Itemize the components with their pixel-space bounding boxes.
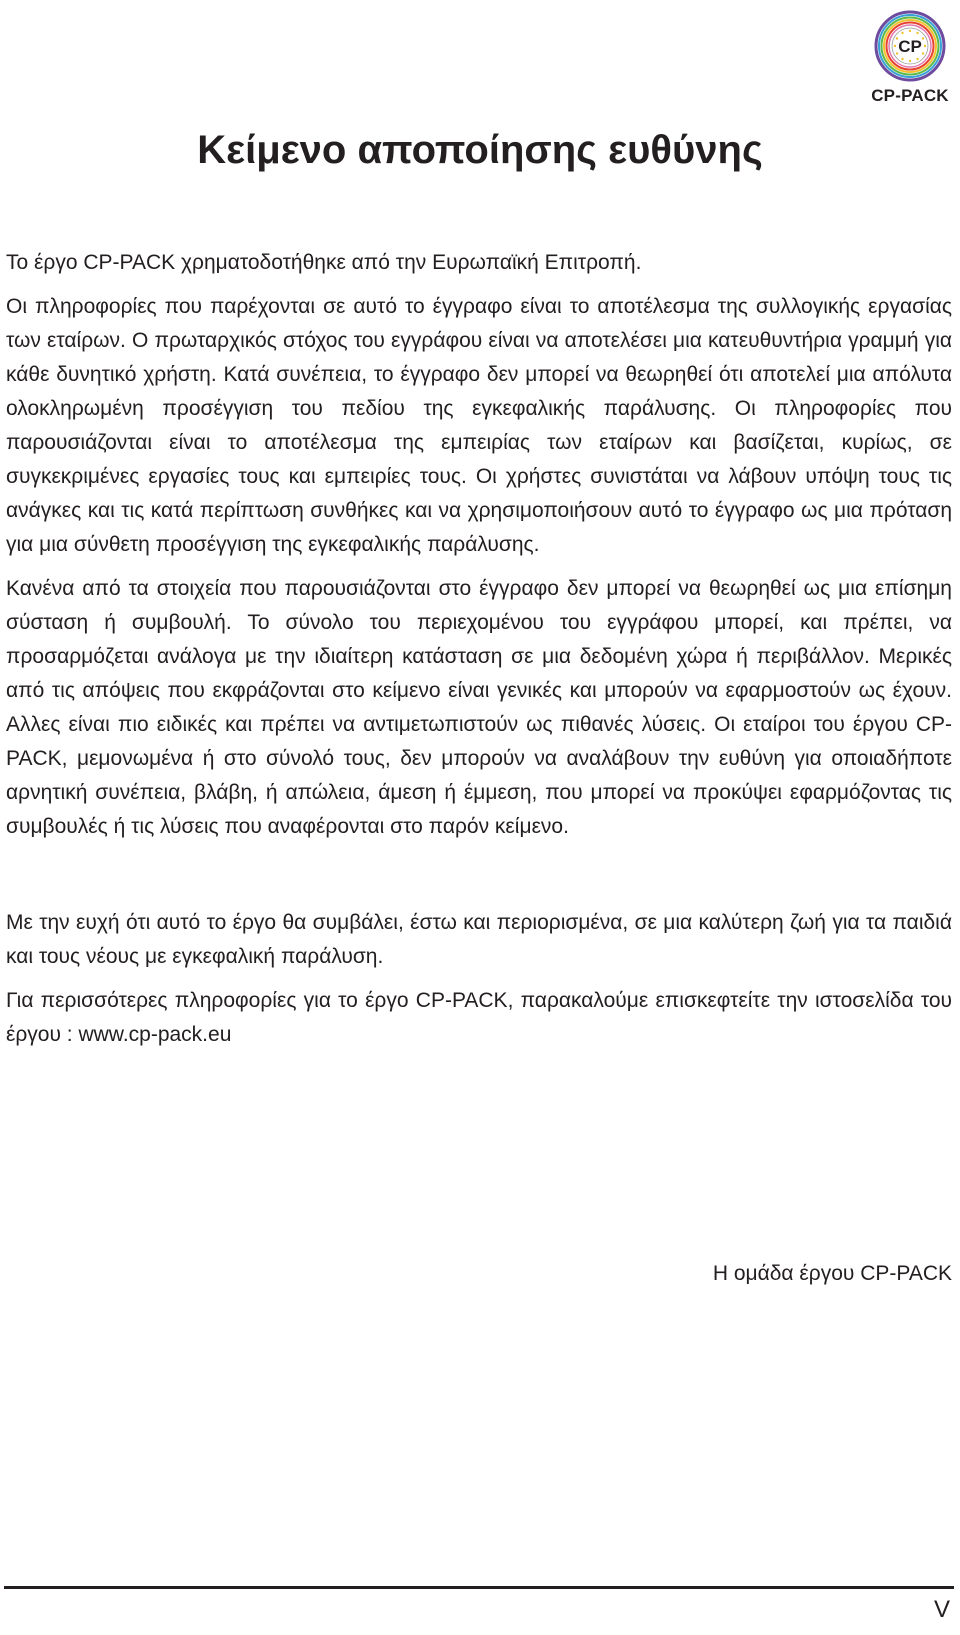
logo-monogram: CP — [898, 37, 922, 56]
paragraph-wish: Με την ευχή ότι αυτό το έργο θα συμβάλει, έστω και περιορισμένα, σε μια καλύτερη ζωή για τα παιδιά και τους νέους με εγκεφαλική παράλυση. — [6, 911, 952, 968]
document-body — [6, 246, 952, 1062]
logo-emblem-icon — [868, 8, 952, 88]
paragraph-information: Οι πληροφορίες που παρέχονται σε αυτό το έγγραφο είναι το αποτέλεσμα της συλλογικής εργασίας των εταίρων. Ο πρωταρχικός στόχος του εγγράφου είναι να αποτελέσει μια κατευθυντήρια γραμμή για κάθε δυνητικό χρήστη. Κατά συνέπεια, το έγγραφο δεν μπορεί να θεωρηθεί ότι αποτελεί μια απόλυτα ολοκληρωμένη προσέγγιση του πεδίου της εγκεφαλικής παράλυσης. Οι πληροφορίες που παρουσιάζονται είναι το αποτέλεσμα της εμπειρίας των εταίρων και βασίζεται, κυρίως, σε συγκεκριμένες εργασίες τους και εμπειρίες τους. Οι χρήστες συνιστάται να λάβουν υπόψη τους τις ανάγκες και τις κατά περίπτωση συνθήκες και να χρησιμοποιήσουν αυτό το έγγραφο ως μια πρόταση για μια σύνθετη προσέγγιση της εγκεφαλικής παράλυσης. — [6, 295, 952, 556]
paragraph-more-info: Για περισσότερες πληροφορίες για το έργο CP-PACK, παρακαλούμε επισκεφτείτε την ιστοσελίδα του έργου : www.cp-pack.eu — [6, 989, 952, 1046]
signature: Η ομάδα έργου CP-PACK — [712, 1262, 952, 1285]
paragraph-disclaimer: Κανένα από τα στοιχεία που παρουσιάζονται στο έγγραφο δεν μπορεί να θεωρηθεί ως μια επίσημη σύσταση ή συμβουλή. Το σύνολο του περιεχομένου του εγγράφου μπορεί, και πρέπει, να προσαρμόζεται ανάλογα με την ιδιαίτερη κατάσταση σε μια δεδομένη χώρα ή περιβάλλον. Μερικές από τις απόψεις που εκφράζονται στο κείμενο είναι γενικές και μπορούν να εφαρμοστούν ως έχουν. Αλλες είναι πιο ειδικές και πρέπει να αντιμετωπιστούν ως πιθανές λύσεις. Οι εταίροι του έργου CP-PACK, μεμονωμένα ή στο σύνολό τους, δεν μπορούν να αναλάβουν την ευθύνη για οποιαδήποτε αρνητική συνέπεια, βλάβη, ή απώλεια, άμεση ή έμμεση, που μπορεί να προκύψει εφαρμόζοντας τις συμβουλές ή τις λύσεις που αναφέρονται στο παρόν κείμενο. — [6, 577, 952, 838]
cp-pack-logo — [868, 8, 952, 108]
paragraph-funding: Το έργο CP-PACK χρηματοδοτήθηκε από την Ευρωπαϊκή Επιτροπή. — [6, 251, 642, 274]
page-title: Κείμενο αποποίησης ευθύνης — [197, 128, 763, 172]
page-number: V — [933, 1596, 950, 1623]
logo-wordmark: CP-PACK — [871, 86, 949, 105]
footer-divider — [4, 1586, 954, 1589]
